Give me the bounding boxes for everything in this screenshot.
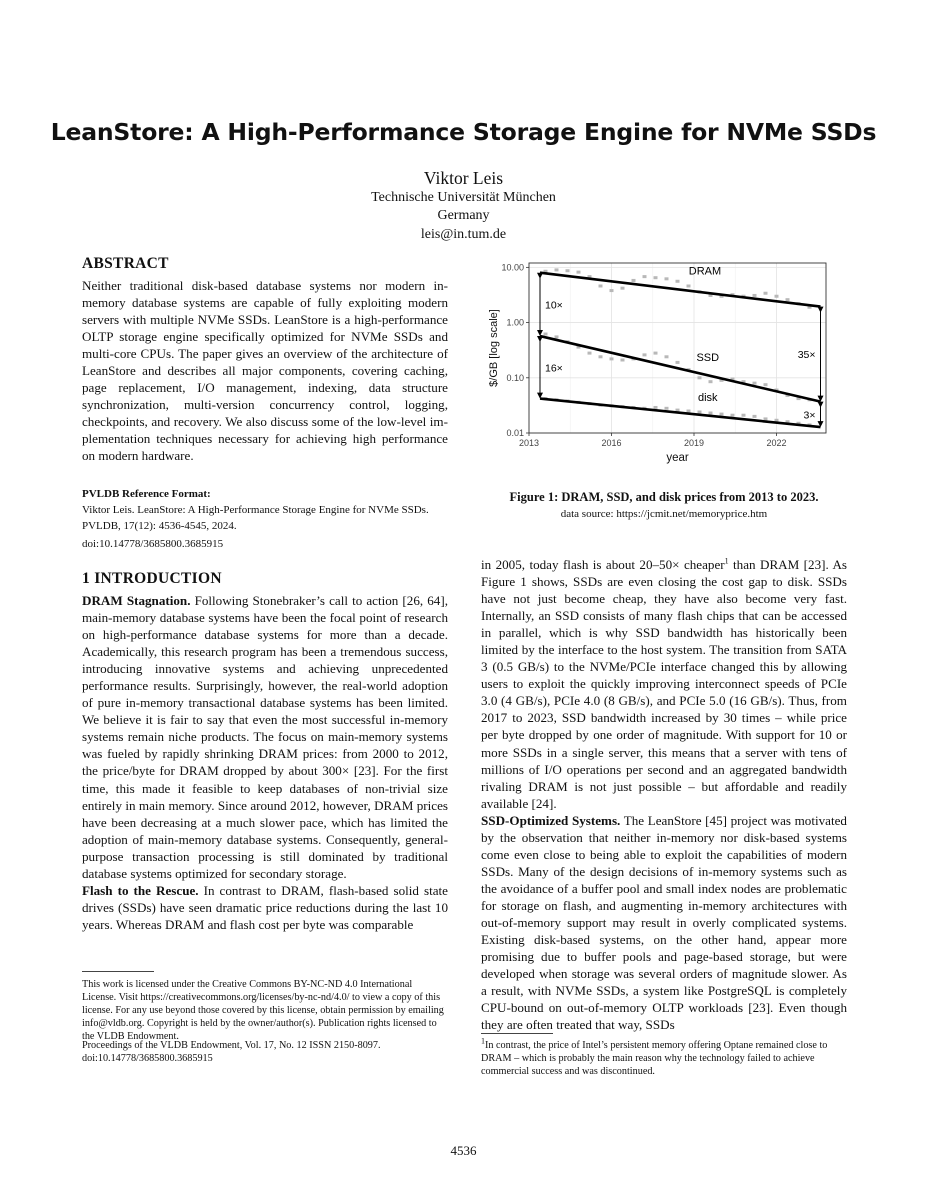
proceedings-footnote: Proceedings of the VLDB Endowment, Vol. 17, No. 12 ISSN 2150-8097. (82, 1040, 381, 1051)
footnote-rule (82, 971, 154, 972)
paragraph-flash-rescue (82, 882, 448, 933)
data-point-ssd (588, 352, 592, 355)
data-point-dram (687, 284, 691, 287)
abstract-text: Neither traditional disk-based database systems nor modern in-memory database systems are capable of fully exploiting modern servers with multiple NVMe SSDs. LeanStore is a high-performance OLTP storage engine specifically optimized for NVMe SSDs and multi-core CPUs. The paper gives an overview of the architecture of LeanStore and describes all major components, covering caching, page replacement, I/O management, indexing, data structure synchronization, multi-version concurrency control, logging, checkpoints, and recovery. We also discuss some of the low-level implementation techniques necessary for achieving high performance on modern hardware. (82, 278, 448, 464)
reference-format-doi[interactable]: doi:10.14778/3685800.3685915 (82, 538, 224, 550)
data-point-dram (665, 277, 669, 280)
footnote-marker[interactable]: 1 (724, 556, 729, 566)
y-tick-label: 10.00 (501, 262, 524, 273)
paper-title: LeanStore: A High-Performance Storage Engine for NVMe SSDs (50, 118, 877, 146)
page-number: 4536 (450, 1143, 477, 1158)
run-in-heading: DRAM Stagnation. (82, 593, 191, 608)
intro-column-left (82, 592, 448, 933)
paragraph-text: In contrast to DRAM, flash-based solid state drives (SSDs) have seen dramatic price reductions during the last 10 years. Whereas DRAM and flash cost per byte was comparable (82, 882, 448, 932)
data-point-dram (753, 294, 757, 297)
x-tick-label: 2016 (601, 438, 622, 448)
data-point-dram (775, 295, 779, 298)
ratio-label: 35× (797, 349, 816, 362)
abstract-heading: ABSTRACT (82, 255, 169, 272)
paragraph-flash-continued (481, 556, 847, 812)
intro-column-right (481, 556, 847, 1033)
data-point-disk (654, 406, 658, 409)
ratio-label: 3× (803, 409, 816, 422)
y-tick-label: 0.01 (506, 428, 524, 438)
data-point-ssd (654, 352, 658, 355)
figure-source: data source: https://jcmit.net/memoryprice.htm (560, 508, 768, 520)
data-point-dram (555, 268, 559, 271)
paragraph-text: The LeanStore [45] project was motivated by the observation that neither in-memory nor disk-based systems come even close to being able to exploit the capabilities of modern SSDs. Many of the design decisions of in-memory systems such as the avoidance of a buffer pool and small index nodes are problematic for storage on flash, and augmenting in-memory architectures with out-of-memory support may result in overly complicated systems. Existing disk-based systems, on the other hand, appear more promising due to buffer pools and page-based storage, but were developed when storage was several orders of magnitude slower. As a result, with NVMe SSDs, a system like PostgreSQL is completely CPU-bound on out-of-memory OLTP workloads [23]. Even though they are often treated that way, SSDs (481, 812, 847, 1033)
data-point-disk (753, 415, 757, 418)
footnote-text: In contrast, the price of Intel’s persistent memory offering Optane remained close to DRAM – which is probably the main reason why the technology failed to achieve commercial success and was discontinued. (481, 1040, 828, 1077)
reference-format-label: PVLDB Reference Format: (82, 488, 211, 500)
data-point-disk (709, 412, 713, 415)
data-point-dram (643, 275, 647, 278)
data-point-disk (720, 413, 724, 416)
data-point-disk (698, 411, 702, 414)
series-label-ssd: SSD (696, 352, 720, 365)
data-point-disk (742, 414, 746, 417)
data-point-dram (599, 284, 603, 287)
data-point-ssd (544, 333, 548, 336)
data-point-ssd (555, 335, 559, 338)
data-point-ssd (599, 355, 603, 358)
y-axis-title: $/GB [log scale] (488, 309, 500, 387)
data-point-dram (764, 292, 768, 295)
data-point-dram (621, 287, 625, 290)
x-tick-label: 2022 (766, 438, 787, 448)
figure-caption: Figure 1: DRAM, SSD, and disk prices from 2013 to 2023. (509, 490, 819, 504)
data-point-disk (764, 417, 768, 420)
data-point-ssd (676, 361, 680, 364)
x-tick-label: 2013 (518, 438, 540, 448)
paragraph-text: than DRAM [23]. As Figure 1 shows, SSDs are even closing the cost gap to disk. SSDs have not just become cheap, they have also become very fast. Internally, an SSD consists of many flash chips that can be accessed in parallel, which is why SSD bandwidth has historically been limited by the interface to the host system. The transition from SATA 3 (0.5 GB/s) to the NVMe/PCIe interface changed this by allowing users to exploit the quickly improving interconnect speeds of PCIe 3.0 (4 GB/s), PCIe 4.0 (8 GB/s), and PCIe 5.0 (16 GB/s). Thus, from 2017 to 2023, SSD bandwidth increased by 30 times – while price per byte dropped by one order of magnitude. With support for 10 or more SSDs in a single server, this means that a server with tens of millions of I/O operations per second and an aggregated bandwidth rivaling DRAM is not just possible – but affordable and readily available [24]. (481, 557, 847, 811)
author-name: Viktor Leis (423, 168, 504, 188)
run-in-heading: SSD-Optimized Systems. (481, 812, 621, 828)
figure-1 (481, 255, 847, 470)
paragraph-text: in 2005, today flash is about 20–50× cheaper (481, 557, 725, 572)
data-point-disk (665, 407, 669, 410)
license-footnote: This work is licensed under the Creative Commons BY-NC-ND 4.0 International License. Visit https://creativecommons.org/licenses/by-nc-nd/4.0/ to view a copy of this license. For any use beyond those covered by this license, obtain permission by emailing info@vldb.org. Copyright is held by the owner/author(s). Publication rights licensed to the VLDB Endowment. (82, 979, 444, 1042)
data-point-ssd (764, 383, 768, 386)
data-point-ssd (698, 376, 702, 379)
data-point-ssd (709, 380, 713, 383)
email[interactable]: leis@in.tum.de (420, 227, 507, 242)
footnote-1 (481, 1036, 847, 1078)
data-point-disk (687, 410, 691, 413)
ratio-label: 10× (545, 299, 563, 312)
data-point-ssd (753, 382, 757, 385)
data-point-dram (786, 298, 790, 301)
intro-heading: 1 INTRODUCTION (82, 570, 222, 587)
country: Germany (437, 208, 490, 223)
data-point-dram (577, 271, 581, 274)
ratio-label: 16× (545, 362, 563, 375)
y-tick-label: 1.00 (506, 317, 524, 328)
run-in-heading: Flash to the Rescue. (82, 882, 199, 898)
paragraph-dram-stagnation (82, 592, 448, 882)
x-axis-title: year (666, 452, 689, 464)
data-point-disk (731, 414, 735, 417)
data-point-ssd (643, 353, 647, 356)
price-chart (481, 255, 847, 470)
series-label-dram: DRAM (688, 265, 722, 278)
footnote-rule (481, 1033, 553, 1034)
data-point-ssd (621, 359, 625, 362)
x-tick-label: 2019 (683, 438, 705, 448)
paragraph-ssd-optimized (481, 812, 847, 1034)
data-point-dram (610, 289, 614, 292)
data-point-ssd (610, 357, 614, 360)
reference-format-citation: Viktor Leis. LeanStore: A High-Performance Storage Engine for NVMe SSDs. PVLDB, 17(12): 4536-4545, 2024. (82, 504, 429, 532)
data-point-dram (654, 276, 658, 279)
series-label-disk: disk (697, 391, 718, 404)
data-point-ssd (665, 355, 669, 358)
data-point-dram (676, 280, 680, 283)
footnote-number: 1 (481, 1036, 485, 1046)
data-point-dram (632, 279, 636, 282)
y-tick-label: 0.10 (506, 372, 524, 383)
affiliation: Technische Universität München (371, 190, 556, 205)
paragraph-text: Following Stonebraker’s call to action [26, 64], main-memory database systems have been the focal point of research on high-performance database systems for more than a decade. Academically, this research program has been a tremendous success, introducing innovative systems and achieving unprecedented performance results. Surprisingly, however, the real-world adoption of pure in-memory transactional database systems has been limited. We believe it is fair to say that even the most successful in-memory systems remain niche products. The focus on main-memory systems was fueled by rapidly shrinking DRAM prices: from 2000 to 2012, the price/byte for DRAM dropped by about 300× [23]. For the first time, this made it feasible to keep databases of non-trivial size entirely in main memory. Since around 2012, however, DRAM prices have been decreasing at a much slower pace, which has limited the adoption of main-memory database systems. Consequently, general-purpose transaction processing is still dominated by traditional database systems optimized for secondary storage. (82, 593, 448, 881)
data-point-dram (566, 269, 570, 272)
proceedings-doi[interactable]: doi:10.14778/3685800.3685915 (82, 1053, 213, 1064)
